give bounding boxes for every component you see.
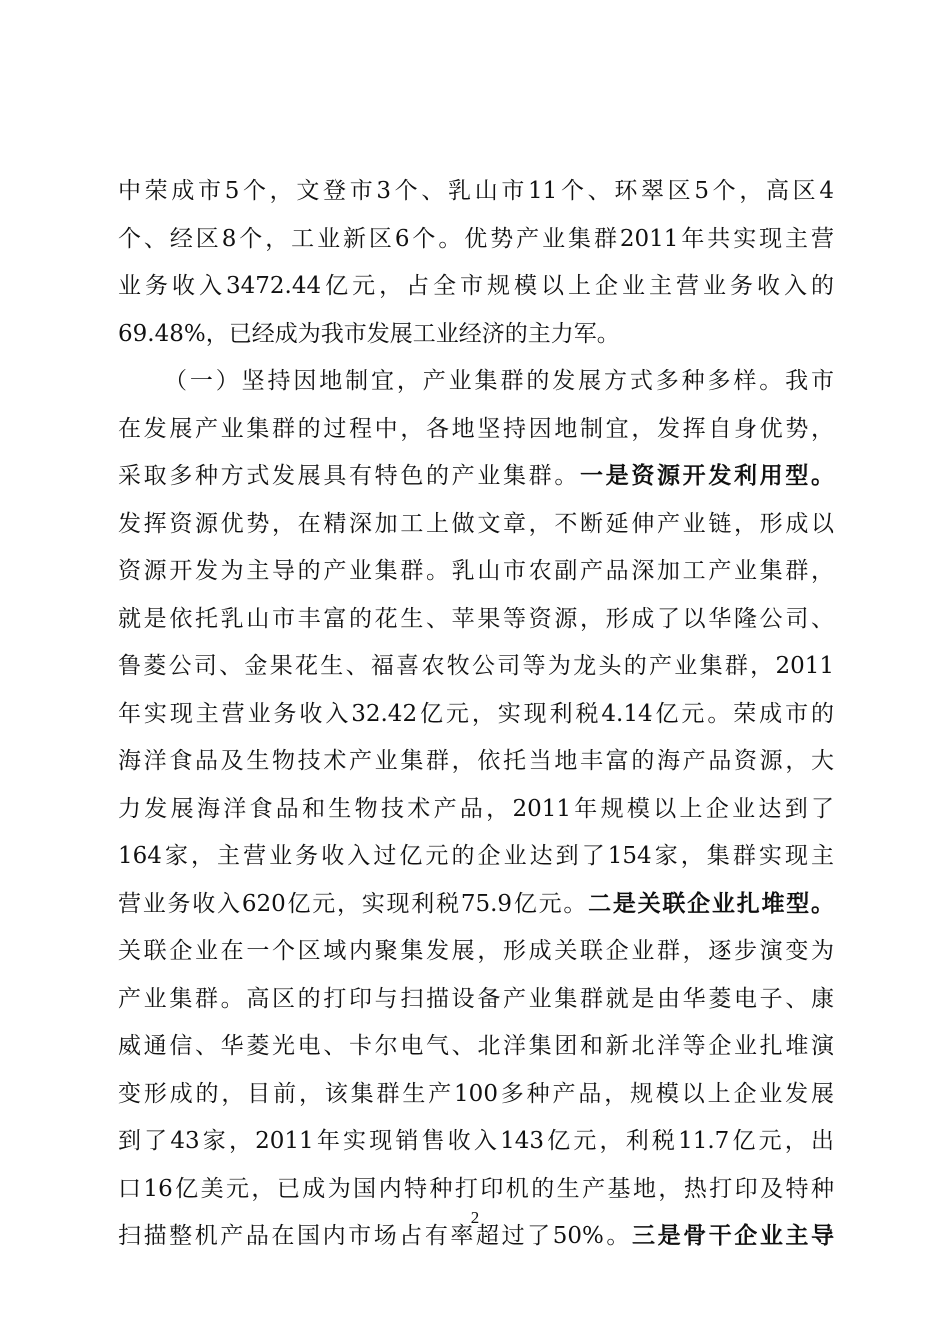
text-line: 产业集群。高区的打印与扫描设备产业集群就是由华菱电子、康 xyxy=(118,985,834,1012)
text-line xyxy=(118,881,834,929)
section-heading-line: （一）坚持因地制宜，产业集群的发展方式多种多样。我市 xyxy=(164,368,834,394)
text-line: 发挥资源优势，在精深加工上做文章，不断延伸产业链，形成以 xyxy=(118,510,834,537)
text-run: 扫描整机产品在国内市场占有率超过了50%。 xyxy=(118,1223,632,1249)
text-line: 69.48%，已经成为我市发展工业经济的主力军。 xyxy=(118,320,620,347)
text-line: 中荣成市5个，文登市3个、乳山市11个、环翠区5个，高区4 xyxy=(118,178,834,204)
bold-heading: 二是关联企业扎堆型。 xyxy=(588,890,834,917)
text-run: 营业务收入620亿元，实现利税75.9亿元。 xyxy=(118,890,589,917)
text-line: 资源开发为主导的产业集群。乳山市农副产品深加工产业集群， xyxy=(118,558,834,584)
text-line: 威通信、华菱光电、卡尔电气、北洋集团和新北洋等企业扎堆演 xyxy=(118,1033,834,1059)
text-line: 年实现主营业务收入32.42亿元，实现利税4.14亿元。荣成市的 xyxy=(118,700,834,727)
text-line xyxy=(118,453,834,501)
body-text xyxy=(118,168,834,1261)
text-line: 海洋食品及生物技术产业集群，依托当地丰富的海产品资源，大 xyxy=(118,748,834,774)
text-line: 就是依托乳山市丰富的花生、苹果等资源，形成了以华隆公司、 xyxy=(118,605,834,632)
page-number: 2 xyxy=(470,1208,480,1227)
text-line: 关联企业在一个区域内聚集发展，形成关联企业群，逐步演变为 xyxy=(118,938,834,964)
text-line: 鲁菱公司、金果花生、福喜农牧公司等为龙头的产业集群，2011 xyxy=(118,653,834,679)
text-line: 口16亿美元，已成为国内特种打印机的生产基地，热打印及特种 xyxy=(118,1175,834,1202)
text-line: 力发展海洋食品和生物技术产品，2011年规模以上企业达到了 xyxy=(118,795,834,822)
text-line: 到了43家，2011年实现销售收入143亿元，利税11.7亿元，出 xyxy=(118,1128,834,1154)
text-line: 在发展产业集群的过程中，各地坚持因地制宜，发挥自身优势， xyxy=(118,415,834,442)
bold-heading: 一是资源开发利用型。 xyxy=(580,463,834,489)
text-line: 业务收入3472.44亿元，占全市规模以上企业主营业务收入的 xyxy=(118,273,834,299)
text-line: 164家，主营业务收入过亿元的企业达到了154家，集群实现主 xyxy=(118,843,834,869)
bold-heading: 三是骨干企业主导 xyxy=(632,1223,834,1249)
text-line: 个、经区8个，工业新区6个。优势产业集群2011年共实现主营 xyxy=(118,225,834,252)
text-run: 采取多种方式发展具有特色的产业集群。 xyxy=(118,463,580,489)
text-line: 变形成的，目前，该集群生产100多种产品，规模以上企业发展 xyxy=(118,1080,834,1107)
